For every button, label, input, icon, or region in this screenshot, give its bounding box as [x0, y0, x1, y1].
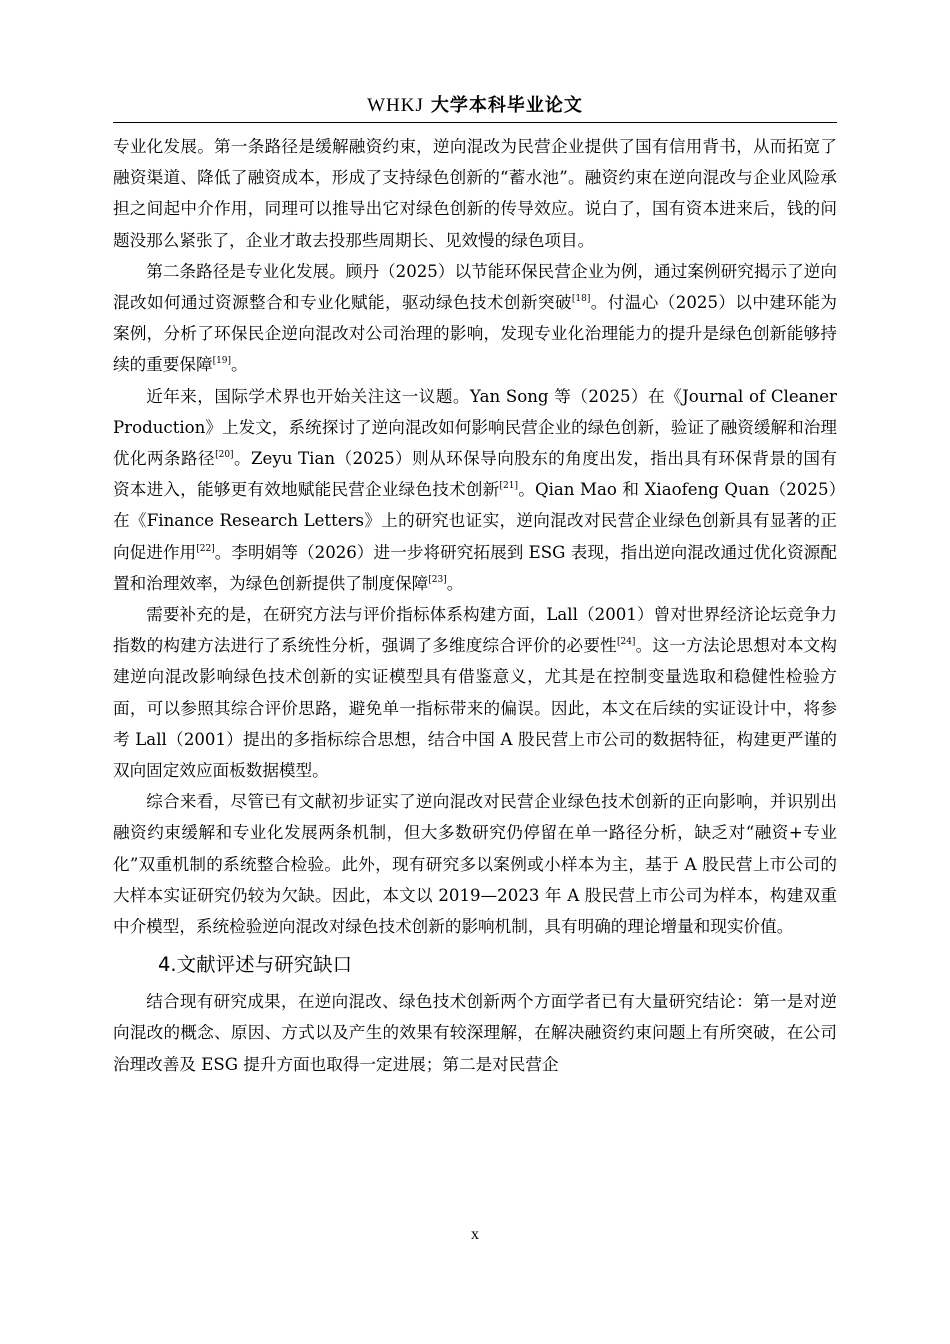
paragraph: 近年来，国际学术界也开始关注这一议题。Yan Song 等（2025）在《Journal of Cleaner Production》上发文，系统探讨了逆向混改如何影响民营企业的绿色创新，验证了融资缓解和治理优化两条路径[20]。Zeyu Tian（2025）则从环保导向股东的角度出发，指出具有环保背景的国有资本进入，能够更有效地赋能民营企业绿色技术创新[21]。Qian Mao 和 Xiaofeng Quan（2025）在《Finance Research Letters》上的研究也证实，逆向混改对民营企业绿色创新具有显著的正向促进作用[22]。李明娟等（2026）进一步将研究拓展到 ESG 表现，指出逆向混改通过优化资源配置和治理效率，为绿色创新提供了制度保障[23]。: [113, 386, 838, 593]
paragraph: 结合现有研究成果，在逆向混改、绿色技术创新两个方面学者已有大量研究结论：第一是对逆向混改的概念、原因、方式以及产生的效果有较深理解，在解决融资约束问题上有所突破，在公司治理改善及 ESG 提升方面也取得一定进展；第二是对民营企: [113, 992, 837, 1074]
main-body: [113, 131, 837, 1080]
citation: [20]: [215, 450, 234, 461]
paragraph: 专业化发展。第一条路径是缓解融资约束，逆向混改为民营企业提供了国有信用背书，从而拓宽了融资渠道、降低了融资成本，形成了支持绿色创新的“蓄水池”。融资约束在逆向混改与企业风险承担之间起中介作用，同理可以推导出它对绿色创新的传导效应。说白了，国有资本进来后，钱的问题没那么紧张了，企业才敢去投那些周期长、见效慢的绿色项目。: [113, 137, 837, 250]
citation: [22]: [196, 543, 215, 554]
citation: [19]: [212, 356, 232, 367]
section-heading: 4.文献评述与研究缺口: [158, 953, 353, 977]
header-title: 大学本科毕业论文: [430, 95, 583, 116]
citation: [18]: [571, 294, 591, 305]
citation: [21]: [499, 481, 518, 492]
paragraph: 综合来看，尽管已有文献初步证实了逆向混改对民营企业绿色技术创新的正向影响，并识别出融资约束缓解和专业化发展两条机制，但大多数研究仍停留在单一路径分析，缺乏对“融资+专业化”双重机制的系统整合检验。此外，现有研究多以案例或小样本为主，基于 A 股民营上市公司的大样本实证研究仍较为欠缺。因此，本文以 2019—2023 年 A 股民营上市公司为样本，构建双重中介模型，系统检验逆向混改对绿色技术创新的影响机制，具有明确的理论增量和现实价值。: [113, 792, 837, 937]
page-header: [113, 92, 837, 119]
citation: [24]: [616, 637, 636, 648]
paragraph: 需要补充的是，在研究方法与评价指标体系构建方面，Lall（2001）曾对世界经济论坛竞争力指数的构建方法进行了系统性分析，强调了多维度综合评价的必要性[24]。这一方法论思想对本文构建逆向混改影响绿色技术创新的实证模型具有借鉴意义，尤其是在控制变量选取和稳健性检验方面，可以参照其综合评价思路，避免单一指标带来的偏误。因此，本文在后续的实证设计中，将参考 Lall（2001）提出的多指标综合思想，结合中国 A 股民营上市公司的数据特征，构建更严谨的双向固定效应面板数据模型。: [113, 605, 838, 781]
page-number: x: [471, 1226, 479, 1243]
header-brand: WHKJ: [367, 95, 424, 116]
header-rule: [113, 122, 837, 123]
citation: [23]: [428, 574, 447, 585]
paragraph: 第二条路径是专业化发展。顾丹（2025）以节能环保民营企业为例，通过案例研究揭示了逆向混改如何通过资源整合和专业化赋能，驱动绿色技术创新突破[18]。付温心（2025）以中建环能为案例，分析了环保民企逆向混改对公司治理的影响，发现专业化治理能力的提升是绿色创新能够持续的重要保障[19]。: [113, 261, 838, 375]
